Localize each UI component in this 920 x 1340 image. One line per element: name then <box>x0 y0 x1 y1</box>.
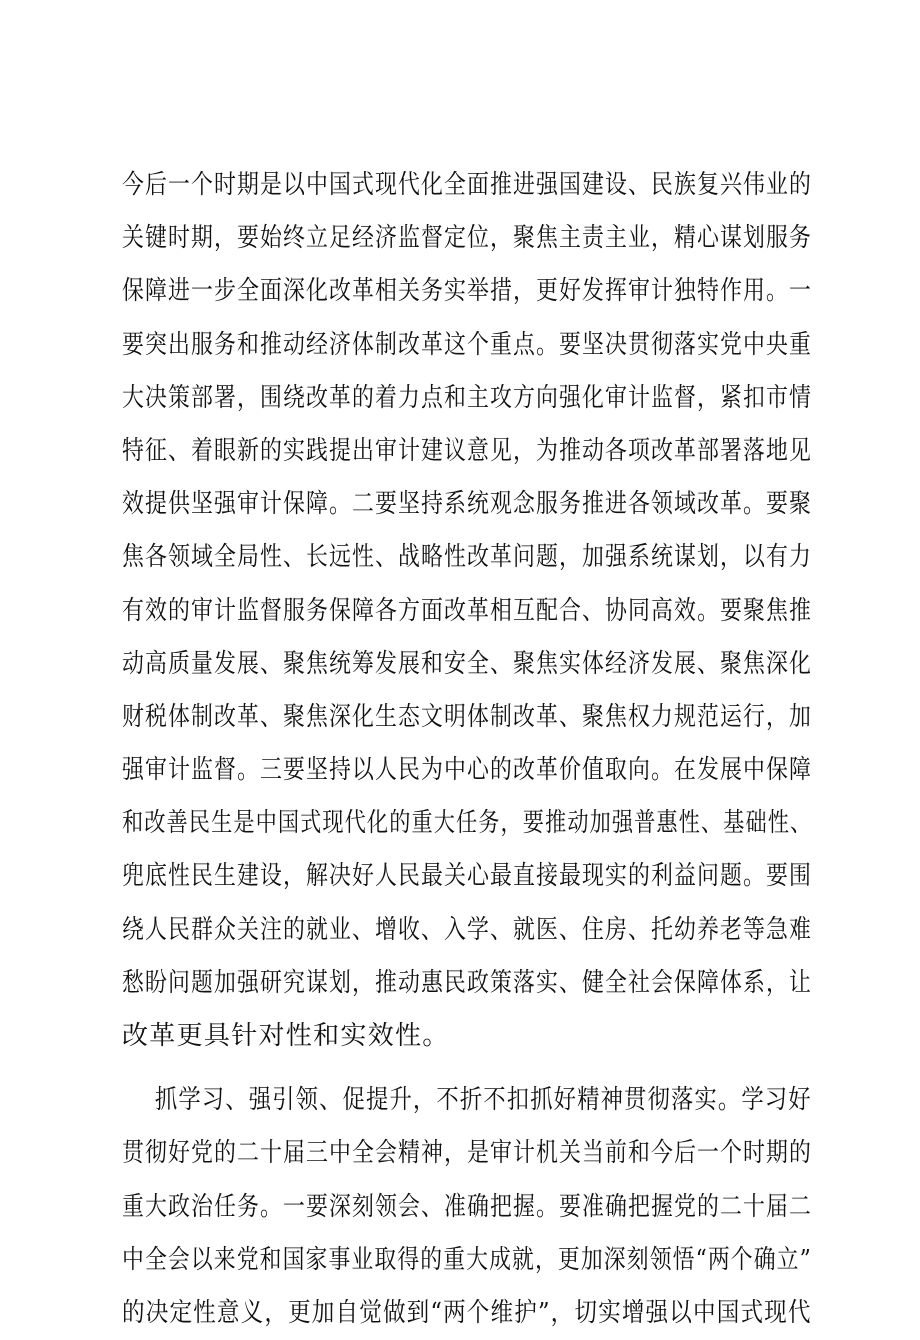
text-line: 中全会以来党和国家事业取得的重大成就，更加深刻领悟“两个确立” <box>122 1244 812 1275</box>
text-line: 和改善民生是中国式现代化的重大任务，要推动加强普惠性、基础性、 <box>122 808 813 839</box>
text-line: 大决策部署，围绕改革的着力点和主攻方向强化审计监督，紧扣市情 <box>122 382 813 413</box>
text-line: 关键时期，要始终立足经济监督定位，聚焦主责主业，精心谋划服务 <box>122 223 813 254</box>
text-line: 抓学习、强引领、促提升，不折不扣抓好精神贯彻落实。学习好 <box>122 1085 812 1116</box>
text-line: 今后一个时期是以中国式现代化全面推进强国建设、民族复兴伟业的 <box>122 170 813 200</box>
text-line: 绕人民群众关注的就业、增收、入学、就医、住房、托幼养老等急难 <box>122 914 813 945</box>
paragraph-spacer <box>122 1063 812 1074</box>
text-line: 效提供坚强审计保障。二要坚持系统观念服务推进各领域改革。要聚 <box>122 489 813 520</box>
text-line: 强审计监督。三要坚持以人民为中心的改革价值取向。在发展中保障 <box>122 755 813 786</box>
text-line: 愁盼问题加强研究谋划，推动惠民政策落实、健全社会保障体系，让 <box>122 967 813 998</box>
text-line: 财税体制改革、聚焦深化生态文明体制改革、聚焦权力规范运行，加 <box>122 701 813 732</box>
text-line: 重大政治任务。一要深刻领会、准确把握。要准确把握党的二十届二 <box>122 1191 813 1222</box>
text-line: 特征、着眼新的实践提出审计建议意见，为推动各项改革部署落地见 <box>122 435 813 466</box>
text-line: 有效的审计监督服务保障各方面改革相互配合、协同高效。要聚焦推 <box>122 595 813 626</box>
text-line: 焦各领域全局性、长远性、战略性改革问题，加强系统谋划，以有力 <box>122 542 813 573</box>
document-body <box>122 159 812 1340</box>
paragraph <box>122 159 812 1063</box>
text-line: 的决定性意义，更加自觉做到“两个维护”，切实增强以中国式现代 <box>122 1297 812 1328</box>
paragraph <box>122 1074 812 1340</box>
text-line: 改革更具针对性和实效性。 <box>122 1021 450 1051</box>
text-line: 贯彻好党的二十届三中全会精神，是审计机关当前和今后一个时期的 <box>122 1138 813 1169</box>
text-line: 兜底性民生建设，解决好人民最关心最直接最现实的利益问题。要围 <box>122 861 813 892</box>
text-line: 要突出服务和推动经济体制改革这个重点。要坚决贯彻落实党中央重 <box>122 329 813 360</box>
text-line: 保障进一步全面深化改革相关务实举措，更好发挥审计独特作用。一 <box>122 276 813 307</box>
text-line: 动高质量发展、聚焦统筹发展和安全、聚焦实体经济发展、聚焦深化 <box>122 648 813 679</box>
